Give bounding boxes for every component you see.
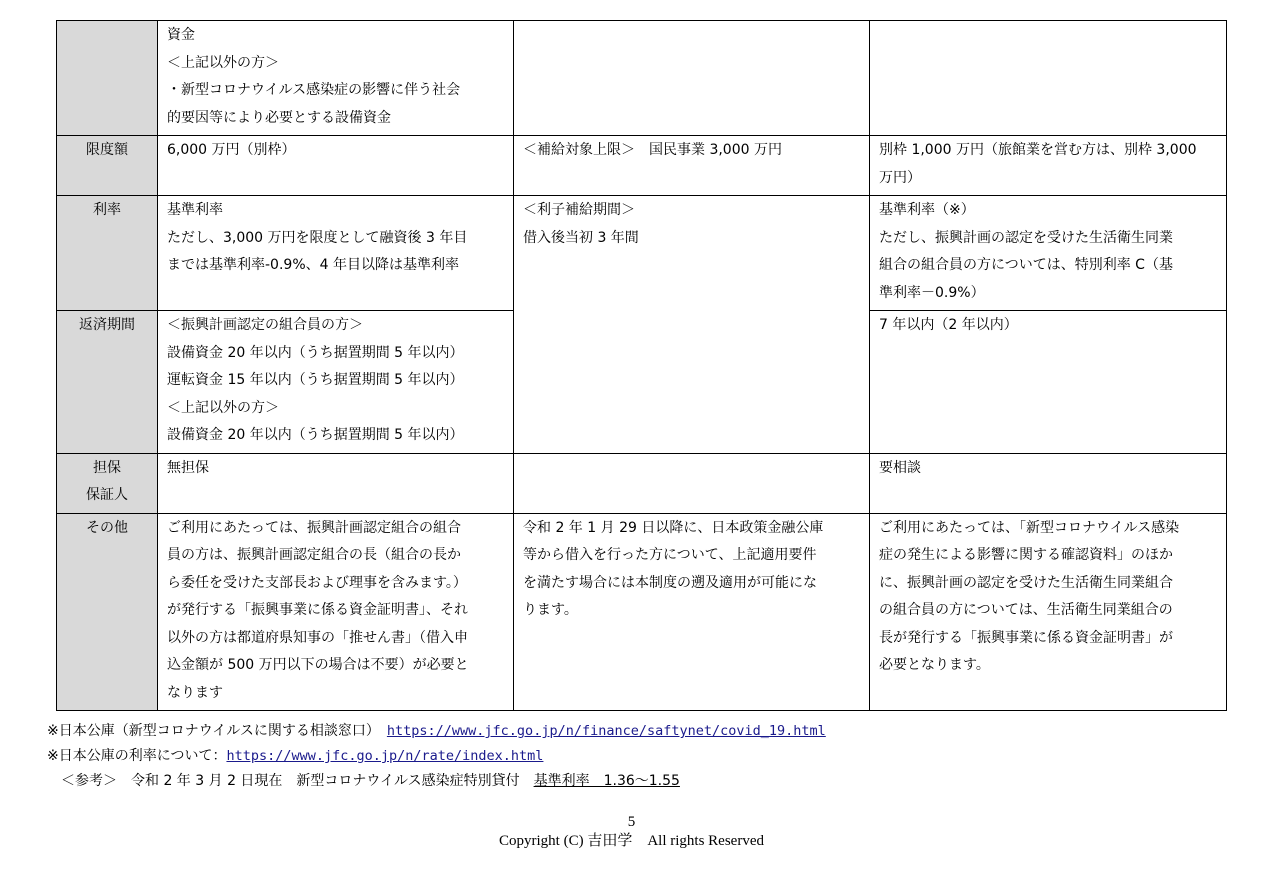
table-row [57, 21, 1227, 136]
row-label [57, 513, 158, 711]
text-line: 準利率－0.9%） [879, 284, 985, 301]
text-line: 症の発生による影響に関する確認資料」のほか [879, 547, 1173, 563]
table-cell [514, 196, 870, 454]
text-line: 設備資金 20 年以内（うち据置期間 5 年以内） [167, 427, 464, 443]
row-label [57, 136, 158, 196]
text-line: 的要因等により必要とする設備資金 [167, 109, 391, 126]
notes-section [47, 719, 826, 794]
rate-link[interactable]: https://www.jfc.go.jp/n/rate/index.html [226, 748, 544, 764]
text-line: 運転資金 15 年以内（うち据置期間 5 年以内） [167, 372, 464, 388]
note-text: ※日本公庫（新型コロナウイルスに関する相談窓口） [47, 723, 387, 739]
text-line: 利率 [93, 202, 121, 218]
text-line: 基準利率 [167, 202, 223, 218]
reference-rate: 基準利率 1.36～1.55 [533, 773, 680, 789]
table-cell [158, 136, 514, 196]
text-line: 込金額が 500 万円以下の場合は不要）が必要と [167, 657, 469, 673]
text-line: 返済期間 [79, 317, 135, 333]
table-cell [514, 21, 870, 136]
text-line: 7 年以内（2 年以内） [879, 317, 1018, 333]
table-cell [158, 196, 514, 311]
row-label [57, 21, 158, 136]
text-line: ただし、振興計画の認定を受けた生活衛生同業 [879, 229, 1173, 246]
text-line: ります。 [523, 602, 578, 618]
text-line: ら委任を受けた支部長および理事を含みます。） [167, 574, 467, 591]
table-cell [514, 513, 870, 711]
reference-text: ＜参考＞ 令和 2 年 3 月 2 日現在 新型コロナウイルス感染症特別貸付 [47, 773, 534, 789]
text-line: 必要となります。 [879, 657, 990, 673]
text-line: 別枠 1,000 万円（旅館業を営む方は、別枠 3,000 [879, 142, 1197, 158]
note-text: ※日本公庫の利率について： [47, 748, 227, 764]
text-line: 万円） [879, 169, 921, 186]
table-cell [158, 453, 514, 513]
loan-terms-table [56, 20, 1227, 711]
text-line: ＜利子補給期間＞ [523, 202, 635, 218]
row-label [57, 453, 158, 513]
table-cell [870, 311, 1227, 454]
text-line: 要相談 [879, 459, 921, 476]
table-cell [514, 453, 870, 513]
note-reference [47, 769, 826, 794]
table-row [57, 513, 1227, 711]
text-line: 6,000 万円（別枠） [167, 142, 296, 158]
text-line: 長が発行する「振興事業に係る資金証明書」が [879, 629, 1173, 646]
table-cell [158, 21, 514, 136]
text-line: 基準利率（※） [879, 202, 975, 218]
table-row [57, 196, 1227, 311]
text-line: ご利用にあたっては、振興計画認定組合の組合 [167, 519, 461, 536]
row-label [57, 311, 158, 454]
text-line: 保証人 [86, 487, 128, 503]
note-consultation [47, 719, 826, 744]
text-line: 組合の組合員の方については、特別利率 C（基 [879, 257, 1173, 273]
text-line: なります [167, 684, 223, 701]
text-line: を満たす場合には本制度の遡及適用が可能にな [523, 574, 817, 591]
table-row [57, 136, 1227, 196]
text-line: ＜振興計画認定の組合員の方＞ [167, 317, 363, 333]
text-line: ご利用にあたっては、「新型コロナウイルス感染 [879, 519, 1180, 536]
text-line: 担保 [93, 459, 121, 476]
text-line: 借入後当初 3 年間 [523, 229, 639, 246]
text-line: が発行する「振興事業に係る資金証明書」、それ [167, 602, 468, 618]
text-line: ＜上記以外の方＞ [167, 54, 279, 71]
text-line: 無担保 [167, 459, 209, 476]
text-line: の組合員の方については、生活衛生同業組合の [879, 602, 1173, 618]
copyright: Copyright (C) 吉田学 All rights Reserved [499, 833, 764, 849]
text-line: に、振興計画の認定を受けた生活衛生同業組合 [879, 574, 1173, 591]
text-line: 員の方は、振興計画認定組合の長（組合の長か [167, 547, 461, 563]
text-line: 設備資金 20 年以内（うち据置期間 5 年以内） [167, 344, 464, 361]
text-line: 令和 2 年 1 月 29 日以降に、日本政策金融公庫 [523, 519, 824, 536]
table-cell [870, 21, 1227, 136]
text-line: 資金 [167, 27, 195, 43]
text-line: ＜補給対象上限＞ 国民事業 3,000 万円 [523, 142, 782, 158]
table-cell [158, 311, 514, 454]
text-line: 以外の方は都道府県知事の「推せん書」（借入申 [167, 629, 468, 646]
row-label [57, 196, 158, 311]
table-cell [870, 196, 1227, 311]
text-line: その他 [86, 519, 128, 536]
page-number: 5 [627, 814, 636, 830]
text-line: ただし、3,000 万円を限度として融資後 3 年目 [167, 229, 468, 246]
table-row [57, 453, 1227, 513]
text-line: 等から借入を行った方について、上記適用要件 [523, 547, 817, 563]
text-line: 限度額 [86, 142, 128, 158]
consultation-link[interactable]: https://www.jfc.go.jp/n/finance/saftynet/covid_19.html [386, 723, 826, 739]
table-cell [870, 513, 1227, 711]
note-rate [47, 744, 826, 769]
text-line: ＜上記以外の方＞ [167, 399, 279, 416]
table-cell [870, 136, 1227, 196]
table-cell [158, 513, 514, 711]
text-line: までは基準利率-0.9%、4 年目以降は基準利率 [167, 257, 459, 273]
table-cell [870, 453, 1227, 513]
table-cell [514, 136, 870, 196]
text-line: ・新型コロナウイルス感染症の影響に伴う社会 [167, 82, 461, 98]
